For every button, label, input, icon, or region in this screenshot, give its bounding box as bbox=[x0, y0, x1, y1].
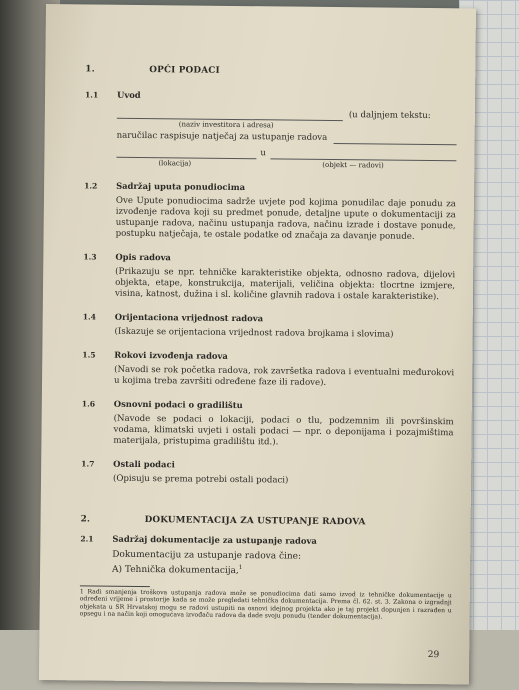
subsection-text: (Navodi se rok početka radova, rok završetka radova i eventualni međurokovi u kojima treba završiti određene faze ili radove). bbox=[114, 364, 455, 388]
subsection-1-7 bbox=[81, 458, 453, 488]
subsection-title: Sadržaj dokumentacije za ustupanje radova bbox=[112, 533, 317, 546]
page-number: 29 bbox=[427, 650, 440, 661]
fill-in-caption: (objekt — radovi) bbox=[322, 160, 384, 170]
subsection-number: 1.2 bbox=[84, 181, 98, 191]
section-number: 2. bbox=[80, 514, 91, 525]
subsection-text: (Prikazuju se npr. tehničke karakteristike objekta, odnosno radova, dijelovi objekta, etape, konstrukcija, materijali, veličina objekta: tlocrtne izmjere, visina, katnost, dužina i sl. količine glavnih radova i ostale karakteristike). bbox=[114, 266, 456, 303]
subsection-text: (Iskazuje se orijentaciona vrijednost radova brojkama i slovima) bbox=[114, 326, 394, 340]
subsection-title: Osnovni podaci o gradilištu bbox=[113, 398, 243, 411]
subsection-number: 1.3 bbox=[83, 252, 97, 262]
page-content bbox=[80, 64, 458, 621]
subsection-title: Opis radova bbox=[115, 251, 171, 263]
subsection-text: Ove Upute ponudiocima sadrže uvjete pod kojima ponudilac daje ponudu za izvođenje radova koji su predmet ponude, detaljne upute o dokumentaciji za ustupanje radova, načinu ustupanja radova, načinu izrade i dostave ponude, postupku natječaja, te ostale podatke od značaja za davanje ponude. bbox=[115, 195, 456, 242]
section-number: 1. bbox=[85, 64, 95, 75]
fill-in-line bbox=[333, 135, 456, 145]
footnote-marker: 1 bbox=[238, 564, 243, 572]
subsection-1-3 bbox=[83, 251, 455, 303]
subsection-text: (Navode se podaci o lokaciji, podaci o tlu, podzemnim ili površinskim vodama, klimatski uvjeti i ostali podaci — npr. o deponijama i pozajmištima materijala, pristupima gradilištu itd.). bbox=[113, 413, 454, 448]
list-item-text: A) Tehnička dokumentacija, bbox=[112, 564, 239, 577]
section-2 bbox=[80, 514, 453, 579]
subsection-1-6 bbox=[81, 398, 453, 450]
subsection-number: 1.4 bbox=[82, 312, 96, 322]
subsection-1-4 bbox=[83, 311, 455, 341]
subsection-title: Ostali podaci bbox=[113, 458, 175, 470]
subsection-1-2 bbox=[84, 180, 457, 243]
section-2-heading bbox=[81, 514, 453, 529]
subsection-number: 2.1 bbox=[80, 534, 94, 544]
subsection-number: 1.7 bbox=[81, 459, 95, 469]
subsection-text: (Opisuju se prema potrebi ostali podaci) bbox=[112, 473, 289, 486]
subsection-number: 1.1 bbox=[85, 90, 99, 100]
fill-in-caption: (naziv investitora i adresa) bbox=[178, 120, 274, 130]
section-title: OPĆI PODACI bbox=[149, 65, 220, 76]
subsection-title: Orijentaciona vrijednost radova bbox=[114, 311, 264, 324]
subsection-text: Dokumentaciju za ustupanje radova čine: bbox=[112, 549, 302, 562]
subsection-2-1 bbox=[80, 533, 452, 579]
body-line: naručilac raspisuje natječaj za ustupanje radova bbox=[116, 130, 328, 143]
fill-in-tail: (u daljnjem tekstu: bbox=[348, 110, 431, 122]
subsection-number: 1.5 bbox=[82, 350, 96, 360]
subsection-title: Sadržaj uputa ponudiocima bbox=[116, 180, 246, 193]
footnote-rule bbox=[80, 585, 150, 587]
section-title: DOKUMENTACIJA ZA USTUPANJE RADOVA bbox=[144, 515, 366, 528]
subsection-title: Uvod bbox=[117, 89, 141, 100]
list-item bbox=[112, 561, 452, 580]
subsection-number: 1.6 bbox=[81, 399, 96, 409]
fill-in-connector: u bbox=[260, 148, 267, 159]
fill-in-caption: (lokacija) bbox=[158, 159, 192, 168]
section-1-heading bbox=[85, 64, 457, 79]
subsection-1-5 bbox=[82, 349, 454, 390]
subsection-title: Rokovi izvođenja radova bbox=[114, 349, 228, 361]
book-page bbox=[39, 4, 476, 684]
subsection-1-1 bbox=[84, 89, 457, 172]
footnote: 1 Radi smanjenja troškova ustupanja radova može se ponudiocima dati samo izvod iz tehničke dokumentacije u određeni vrijeme i prostorije kada se može pregledati tehnička dokumentacija. Prema čl. 62. st. 3. Zakona o izgradnji objekata u SR Hrvatskoj mogu se radovi ustupiti na osnovi idejnog projekta ako je taj projekt dopunjen i razrađen u opsegu i na način koji omogućava izvođaču radova da dade svoju ponudu (tender dokumentacija). bbox=[79, 588, 452, 621]
